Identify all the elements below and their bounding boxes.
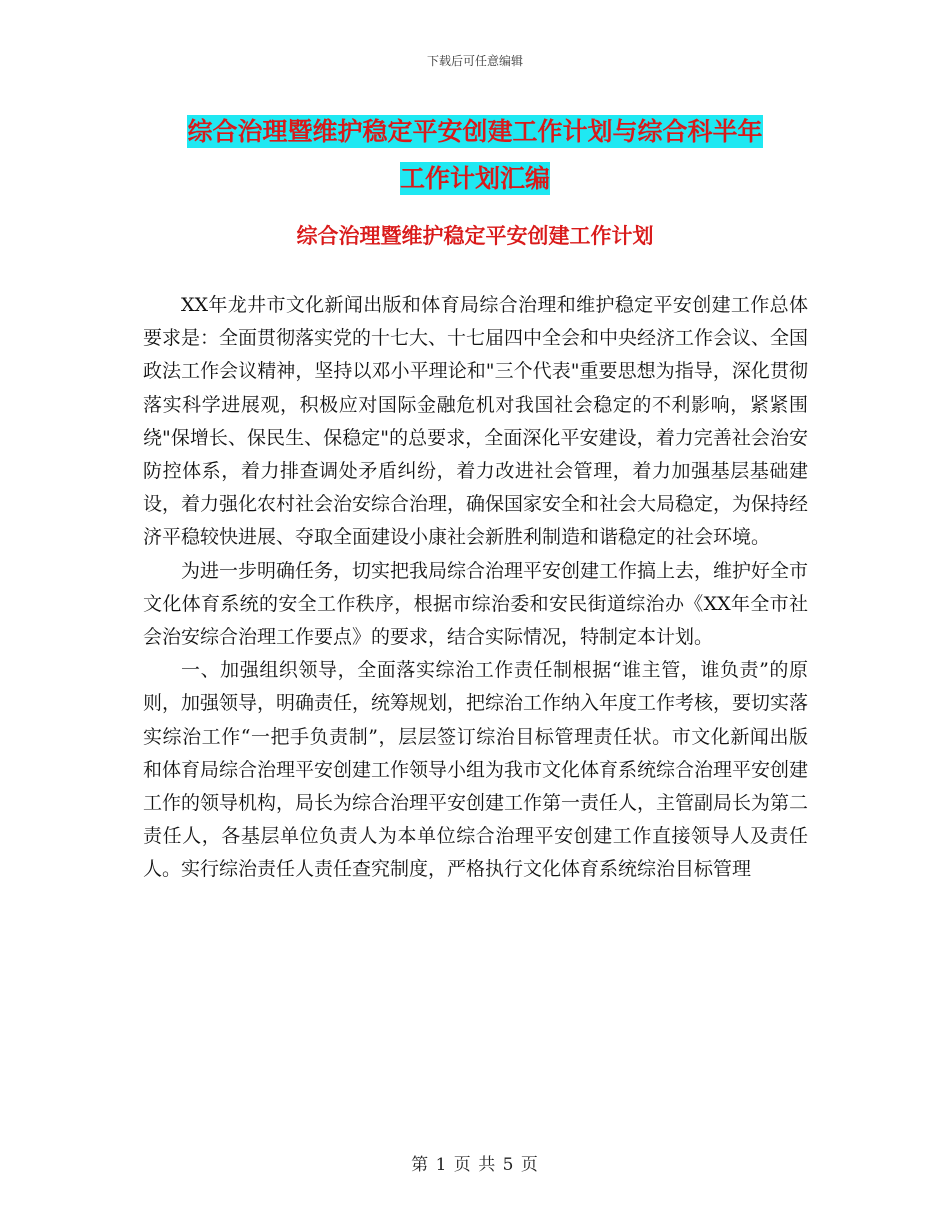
paragraph: 为进一步明确任务，切实把我局综合治理平安创建工作搞上去，维护好全市文化体育系统的安全工作秩序，根据市综治委和安民街道综治办《XX年全市社会治安综合治理工作要点》的要求，结合实际情况，特制定本计划。 [143, 559, 809, 649]
section-title: 综合治理暨维护稳定平安创建工作计划 [296, 224, 654, 248]
page-header-note: 下载后可任意编辑 [426, 54, 523, 68]
document-title-line-2: 工作计划汇编 [399, 164, 550, 193]
body-text [143, 289, 808, 887]
page-number: 第 1 页 共 5 页 [411, 1155, 539, 1175]
document-title [0, 108, 950, 202]
paragraph: XX年龙井市文化新闻出版和体育局综合治理和维护稳定平安创建工作总体要求是：全面贯彻落实党的十七大、十七届四中全会和中央经济工作会议、全国政法工作会议精神，坚持以邓小平理论和"三个代表"重要思想为指导，深化贯彻落实科学进展观，积极应对国际金融危机对我国社会稳定的不利影响，紧紧围绕"保增长、保民生、保稳定"的总要求，全面深化平安建设，着力完善社会治安防控体系，着力排查调处矛盾纠纷，着力改进社会管理，着力加强基层基础建设，着力强化农村社会治安综合治理，确保国家安全和社会大局稳定，为保持经济平稳较快进展、夺取全面建设小康社会新胜利制造和谐稳定的社会环境。 [143, 294, 809, 549]
document-title-line-1: 综合治理暨维护稳定平安创建工作计划与综合科半年 [187, 117, 763, 146]
paragraph: 一、加强组织领导，全面落实综治工作责任制根据“谁主管，谁负责”的原则，加强领导，明确责任，统筹规划，把综治工作纳入年度工作考核，要切实落实综治工作“一把手负责制”，层层签订综治目标管理责任状。市文化新闻出版和体育局综合治理平安创建工作领导小组为我市文化体育系统综合治理平安创建工作的领导机构，局长为综合治理平安创建工作第一责任人，主管副局长为第二责任人，各基层单位负责人为本单位综合治理平安创建工作直接领导人及责任人。实行综治责任人责任查究制度，严格执行文化体育系统综治目标管理 [143, 659, 809, 881]
